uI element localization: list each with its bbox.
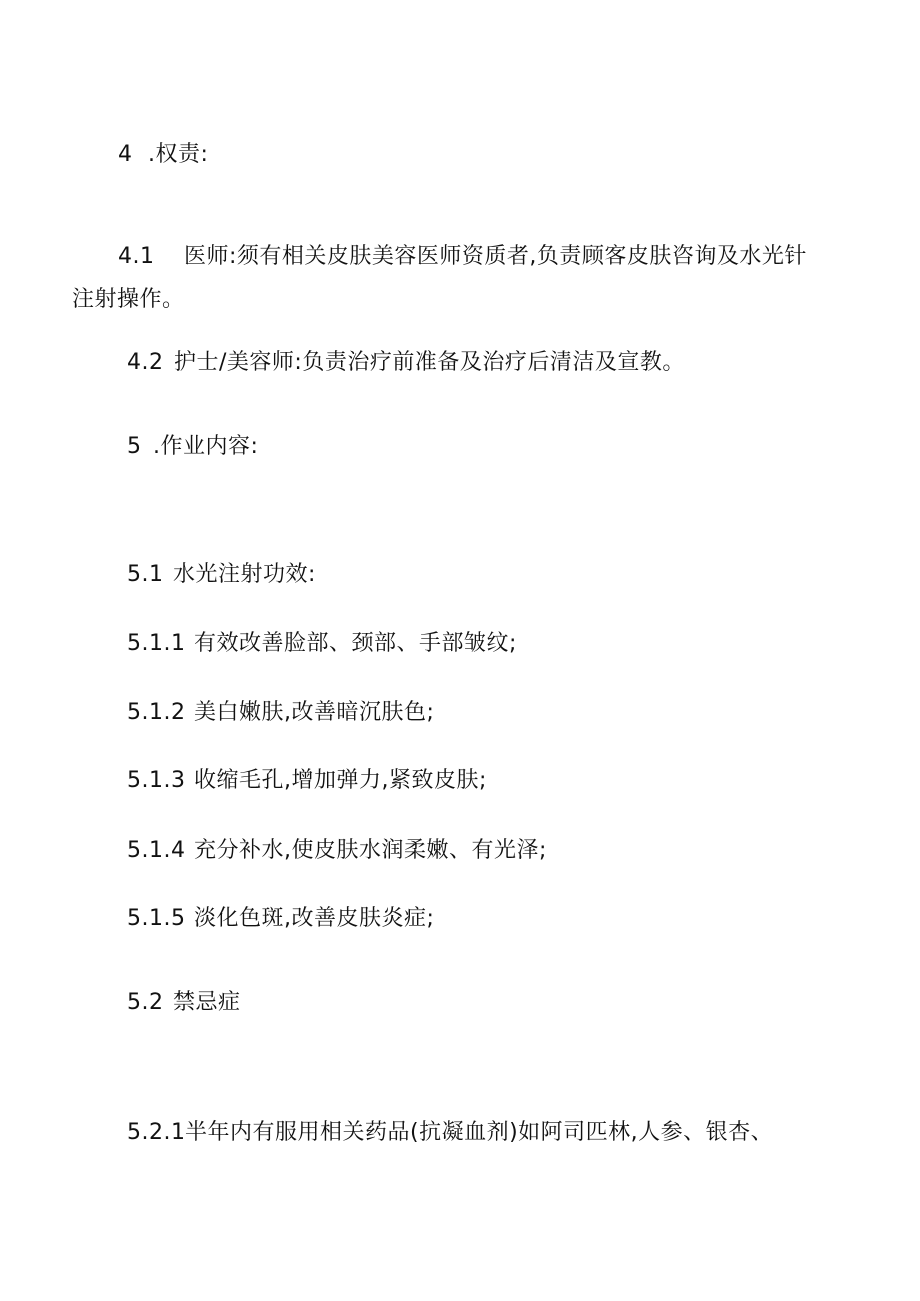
item-4-2: [127, 348, 685, 378]
item-number: 5.1.2: [127, 700, 186, 725]
section-title: .作业内容:: [153, 434, 259, 459]
item-number: 5.1: [127, 562, 164, 587]
item-number: 5.2.1: [127, 1120, 186, 1145]
item-number: 5.2: [127, 990, 164, 1015]
item-5-1-4: [127, 836, 547, 866]
item-5-2: [127, 988, 241, 1018]
item-5-2-1: [127, 1118, 773, 1148]
section-number: 5: [127, 434, 142, 459]
section-number: 4: [118, 142, 133, 167]
section-title: .权责:: [148, 142, 209, 167]
item-text: 禁忌症: [173, 990, 241, 1015]
item-text: 美白嫩肤,改善暗沉肤色;: [194, 700, 435, 725]
item-text: 淡化色斑,改善皮肤炎症;: [194, 906, 435, 931]
item-number: 5.1.5: [127, 906, 186, 931]
item-4-1: [118, 242, 807, 272]
item-text: 医师:须有相关皮肤美容医师资质者,负责顾客皮肤咨询及水光针: [184, 244, 807, 269]
item-text: 有效改善脸部、颈部、手部皱纹;: [194, 631, 517, 656]
item-text: 半年内有服用相关药品(抗凝血剂)如阿司匹林,人参、银杏、: [185, 1120, 774, 1145]
item-text: 收缩毛孔,增加弹力,紧致皮肤;: [194, 768, 487, 793]
item-text: 水光注射功效:: [173, 562, 316, 587]
item-text: 充分补水,使皮肤水润柔嫩、有光泽;: [194, 838, 547, 863]
item-text: 护士/美容师:负责治疗前准备及治疗后清洁及宣教。: [174, 350, 685, 375]
item-5-1-1: [127, 629, 517, 659]
item-number: 4.1: [118, 244, 155, 269]
item-number: 4.2: [127, 350, 164, 375]
item-5-1-3: [127, 766, 487, 796]
section-4-heading: [118, 140, 208, 170]
item-number: 5.1.1: [127, 631, 186, 656]
item-4-1-continuation: 注射操作。: [72, 287, 185, 312]
section-5-heading: [127, 432, 258, 462]
item-5-1: [127, 560, 316, 590]
item-number: 5.1.4: [127, 838, 186, 863]
item-5-1-2: [127, 698, 434, 728]
item-5-1-5: [127, 904, 434, 934]
item-number: 5.1.3: [127, 768, 186, 793]
